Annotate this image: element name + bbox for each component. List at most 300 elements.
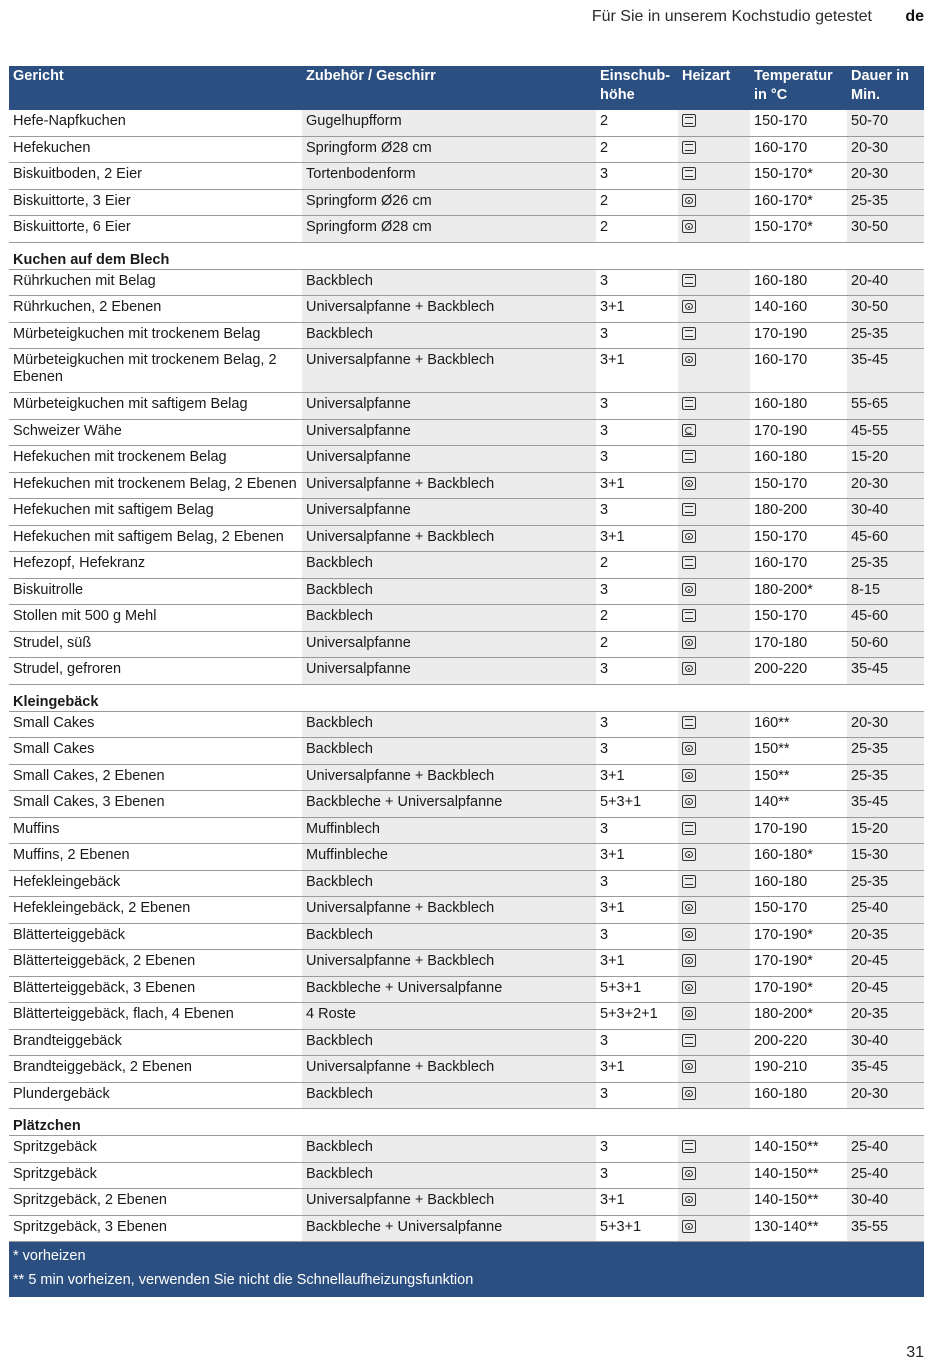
level-text: 3 (600, 1032, 609, 1049)
dish-text: Strudel, gefroren (13, 661, 122, 677)
level-cell (596, 976, 678, 1003)
hot-air-icon (682, 220, 696, 233)
top-bottom-heat-icon (682, 822, 696, 835)
accessory-cell (302, 1029, 596, 1056)
heating-mode-cell (678, 605, 750, 632)
page-number: 31 (906, 1344, 924, 1361)
duration-text: 50-60 (851, 634, 889, 651)
accessory-cell (302, 296, 596, 323)
table-row (9, 189, 924, 216)
dish-cell (9, 136, 302, 163)
level-cell (596, 393, 678, 420)
duration-text: 45-60 (851, 528, 889, 545)
accessory-text: Universalpfanne + Backblech (306, 767, 495, 784)
duration-cell (847, 791, 924, 818)
dish-cell (9, 1189, 302, 1216)
hot-air-icon (682, 353, 696, 366)
level-text: 2 (600, 219, 609, 235)
table-row (9, 163, 924, 190)
duration-cell (847, 296, 924, 323)
temperature-text: 140** (754, 794, 790, 810)
accessory-text: Springform Ø26 cm (306, 192, 432, 209)
dish-text: Rührkuchen, 2 Ebenen (13, 299, 162, 315)
duration-cell (847, 189, 924, 216)
heating-mode-cell (678, 393, 750, 420)
duration-cell (847, 136, 924, 163)
hot-air-icon (682, 1007, 696, 1020)
level-text: 3 (600, 741, 609, 757)
level-text: 3 (600, 873, 609, 890)
dish-text: Hefekuchen mit saftigem Belag, 2 Ebenen (13, 528, 284, 545)
top-bottom-heat-icon (682, 167, 696, 180)
section-title: Plätzchen (9, 1109, 924, 1136)
duration-text: 35-55 (851, 1218, 889, 1235)
accessory-cell (302, 163, 596, 190)
duration-text: 55-65 (851, 396, 889, 412)
baking-table (9, 66, 924, 1297)
dish-text: Biskuittorte, 3 Eier (13, 192, 131, 209)
top-bottom-heat-icon (682, 327, 696, 340)
dish-cell (9, 163, 302, 190)
dish-text: Small Cakes (13, 741, 95, 757)
temperature-text: 150-170 (754, 475, 808, 492)
temperature-cell (750, 976, 847, 1003)
level-cell (596, 605, 678, 632)
duration-cell (847, 419, 924, 446)
level-text: 2 (600, 608, 609, 624)
accessory-cell (302, 738, 596, 765)
hot-air-icon (682, 795, 696, 808)
temperature-cell (750, 897, 847, 924)
dish-cell (9, 525, 302, 552)
level-text: 3 (600, 820, 609, 837)
temperature-cell (750, 1003, 847, 1030)
hot-air-icon (682, 300, 696, 313)
temperature-text: 170-190 (754, 422, 808, 439)
level-cell (596, 136, 678, 163)
temperature-cell (750, 472, 847, 499)
duration-text: 20-30 (851, 714, 889, 731)
level-cell (596, 1162, 678, 1189)
duration-cell (847, 1162, 924, 1189)
level-cell (596, 163, 678, 190)
dish-cell (9, 976, 302, 1003)
accessory-cell (302, 1136, 596, 1163)
duration-text: 30-50 (851, 219, 889, 235)
duration-text: 15-30 (851, 847, 889, 863)
table-row (9, 393, 924, 420)
hot-air-icon (682, 1087, 696, 1100)
dish-cell (9, 216, 302, 243)
level-cell (596, 897, 678, 924)
dish-text: Hefekleingebäck (13, 873, 121, 890)
temperature-text: 160-180* (754, 847, 813, 863)
heating-mode-cell (678, 870, 750, 897)
accessory-text: Backblech (306, 741, 373, 757)
hot-air-icon (682, 769, 696, 782)
dish-cell (9, 950, 302, 977)
duration-text: 50-70 (851, 113, 889, 129)
duration-cell (847, 499, 924, 526)
level-cell (596, 658, 678, 685)
accessory-cell (302, 897, 596, 924)
dish-cell (9, 499, 302, 526)
level-text: 3 (600, 502, 609, 518)
dish-cell (9, 393, 302, 420)
page-header (0, 8, 950, 30)
col-header-accessory: Zubehör / Geschirr (302, 66, 596, 110)
level-cell (596, 950, 678, 977)
level-cell (596, 791, 678, 818)
temperature-text: 140-150** (754, 1165, 819, 1182)
duration-cell (847, 1082, 924, 1109)
temperature-text: 160-180 (754, 449, 808, 465)
hot-air-icon (682, 583, 696, 596)
heating-mode-cell (678, 1056, 750, 1083)
level-cell (596, 923, 678, 950)
temperature-text: 160-180 (754, 873, 808, 890)
table-row (9, 897, 924, 924)
duration-text: 8-15 (851, 581, 881, 598)
level-cell (596, 296, 678, 323)
hot-air-icon (682, 662, 696, 675)
duration-cell (847, 472, 924, 499)
dish-cell (9, 1082, 302, 1109)
duration-cell (847, 525, 924, 552)
temperature-text: 200-220 (754, 661, 808, 677)
accessory-text: Muffinblech (306, 820, 380, 837)
top-bottom-heat-icon (682, 274, 696, 287)
accessory-text: Gugelhupfform (306, 113, 402, 129)
duration-text: 20-35 (851, 1006, 889, 1022)
table-header-row (9, 66, 924, 110)
temperature-text: 160-170 (754, 352, 808, 368)
level-text: 3+1 (600, 953, 625, 969)
accessory-text: Backbleche + Universalpfanne (306, 979, 503, 996)
dish-cell (9, 631, 302, 658)
dish-cell (9, 1136, 302, 1163)
level-cell (596, 738, 678, 765)
level-cell (596, 446, 678, 473)
temperature-text: 160-180 (754, 396, 808, 412)
level-text: 3 (600, 272, 609, 289)
table-row (9, 631, 924, 658)
temperature-text: 150-170* (754, 219, 813, 235)
level-text: 2 (600, 192, 609, 209)
temperature-text: 160-180 (754, 1085, 808, 1102)
level-cell (596, 499, 678, 526)
accessory-cell (302, 269, 596, 296)
duration-cell (847, 578, 924, 605)
temperature-cell (750, 322, 847, 349)
table-row (9, 870, 924, 897)
dish-text: Small Cakes, 3 Ebenen (13, 794, 165, 810)
accessory-cell (302, 764, 596, 791)
table-row (9, 419, 924, 446)
dish-text: Biskuittorte, 6 Eier (13, 219, 131, 235)
dish-cell (9, 791, 302, 818)
accessory-cell (302, 658, 596, 685)
temperature-cell (750, 163, 847, 190)
heating-mode-cell (678, 189, 750, 216)
accessory-cell (302, 631, 596, 658)
accessory-text: Backblech (306, 873, 373, 890)
duration-cell (847, 269, 924, 296)
level-text: 5+3+1 (600, 979, 642, 996)
duration-text: 20-30 (851, 166, 889, 182)
heating-mode-cell (678, 1003, 750, 1030)
table-row (9, 578, 924, 605)
section-header-row (9, 1109, 924, 1136)
duration-cell (847, 552, 924, 579)
level-cell (596, 472, 678, 499)
dish-cell (9, 189, 302, 216)
level-text: 3 (600, 581, 609, 598)
dish-cell (9, 1162, 302, 1189)
dish-cell (9, 711, 302, 738)
top-bottom-heat-icon (682, 716, 696, 729)
duration-text: 25-40 (851, 1165, 889, 1182)
temperature-cell (750, 216, 847, 243)
level-cell (596, 817, 678, 844)
hot-air-icon (682, 636, 696, 649)
accessory-cell (302, 976, 596, 1003)
temperature-cell (750, 499, 847, 526)
table-row (9, 525, 924, 552)
temperature-text: 150-170 (754, 608, 808, 624)
accessory-text: Universalpfanne (306, 422, 411, 439)
top-bottom-heat-icon (682, 141, 696, 154)
dish-text: Small Cakes, 2 Ebenen (13, 767, 165, 784)
temperature-text: 130-140** (754, 1218, 819, 1235)
footnotes (9, 1242, 924, 1298)
temperature-text: 160** (754, 714, 790, 731)
accessory-cell (302, 189, 596, 216)
temperature-text: 170-190* (754, 926, 813, 943)
section-header-row (9, 684, 924, 711)
col-header-heating-mode: Heizart (678, 66, 750, 110)
hot-air-icon (682, 1060, 696, 1073)
level-cell (596, 216, 678, 243)
accessory-text: Backblech (306, 555, 373, 571)
accessory-text: Muffinbleche (306, 847, 388, 863)
dish-text: Hefekuchen mit saftigem Belag (13, 502, 214, 518)
heating-mode-cell (678, 817, 750, 844)
accessory-cell (302, 446, 596, 473)
duration-cell (847, 446, 924, 473)
duration-text: 25-35 (851, 873, 889, 890)
accessory-text: Backblech (306, 1165, 373, 1182)
top-bottom-heat-icon (682, 1140, 696, 1153)
temperature-cell (750, 1136, 847, 1163)
duration-text: 30-40 (851, 1192, 889, 1208)
duration-cell (847, 1056, 924, 1083)
dish-text: Small Cakes (13, 714, 95, 731)
accessory-text: Universalpfanne + Backblech (306, 953, 495, 969)
heating-mode-cell (678, 578, 750, 605)
heating-mode-cell (678, 1029, 750, 1056)
table-row (9, 216, 924, 243)
temperature-cell (750, 1189, 847, 1216)
duration-text: 25-35 (851, 192, 889, 209)
level-cell (596, 1056, 678, 1083)
hot-air-icon (682, 194, 696, 207)
dish-text: Schweizer Wähe (13, 422, 122, 439)
accessory-text: Backblech (306, 272, 373, 289)
level-text: 3+1 (600, 1059, 625, 1075)
heating-mode-cell (678, 472, 750, 499)
table-row (9, 472, 924, 499)
duration-text: 35-45 (851, 1059, 889, 1075)
hot-air-icon (682, 1220, 696, 1233)
table-row (9, 976, 924, 1003)
duration-text: 35-45 (851, 794, 889, 810)
level-cell (596, 870, 678, 897)
dish-text: Blätterteiggebäck, flach, 4 Ebenen (13, 1006, 234, 1022)
table-row (9, 1215, 924, 1242)
table-row (9, 1003, 924, 1030)
heating-mode-cell (678, 658, 750, 685)
dish-text: Hefe-Napfkuchen (13, 113, 126, 129)
table-row (9, 349, 924, 393)
duration-text: 20-30 (851, 475, 889, 492)
level-text: 3 (600, 166, 609, 182)
temperature-cell (750, 110, 847, 136)
duration-cell (847, 976, 924, 1003)
top-bottom-heat-icon (682, 450, 696, 463)
dish-text: Blätterteiggebäck, 3 Ebenen (13, 979, 196, 996)
level-text: 2 (600, 113, 609, 129)
top-bottom-heat-icon (682, 1034, 696, 1047)
heating-mode-cell (678, 296, 750, 323)
heating-mode-cell (678, 349, 750, 393)
temperature-cell (750, 525, 847, 552)
page-header-title: Für Sie in unserem Kochstudio getestet (591, 8, 872, 25)
level-text: 3+1 (600, 528, 625, 545)
dish-cell (9, 1029, 302, 1056)
level-text: 3+1 (600, 1192, 625, 1208)
duration-cell (847, 163, 924, 190)
level-cell (596, 578, 678, 605)
level-text: 3 (600, 422, 609, 439)
dish-text: Brandteiggebäck (13, 1032, 122, 1049)
heating-mode-cell (678, 1189, 750, 1216)
duration-cell (847, 631, 924, 658)
heating-mode-cell (678, 499, 750, 526)
temperature-cell (750, 1082, 847, 1109)
level-cell (596, 419, 678, 446)
level-text: 3 (600, 926, 609, 943)
accessory-cell (302, 1215, 596, 1242)
level-cell (596, 349, 678, 393)
accessory-cell (302, 711, 596, 738)
temperature-text: 150-170 (754, 900, 808, 916)
heating-mode-cell (678, 844, 750, 871)
dish-text: Spritzgebäck, 3 Ebenen (13, 1218, 167, 1235)
accessory-text: Backbleche + Universalpfanne (306, 1218, 503, 1235)
accessory-cell (302, 110, 596, 136)
duration-text: 25-35 (851, 555, 889, 571)
accessory-cell (302, 923, 596, 950)
level-text: 3 (600, 1085, 609, 1102)
duration-cell (847, 1003, 924, 1030)
table-row (9, 296, 924, 323)
dish-text: Plundergebäck (13, 1085, 110, 1102)
table-row (9, 1162, 924, 1189)
temperature-cell (750, 189, 847, 216)
accessory-text: Backblech (306, 608, 373, 624)
dish-cell (9, 419, 302, 446)
level-text: 3+1 (600, 299, 625, 315)
dish-text: Blätterteiggebäck, 2 Ebenen (13, 953, 196, 969)
duration-text: 25-40 (851, 900, 889, 916)
dish-text: Mürbeteigkuchen mit trockenem Belag, 2 Ebenen (13, 352, 277, 385)
level-cell (596, 269, 678, 296)
level-cell (596, 844, 678, 871)
temperature-cell (750, 552, 847, 579)
level-cell (596, 110, 678, 136)
level-text: 2 (600, 139, 609, 156)
heating-mode-cell (678, 110, 750, 136)
pizza-setting-icon (682, 424, 696, 437)
temperature-cell (750, 1029, 847, 1056)
heating-mode-cell (678, 764, 750, 791)
level-cell (596, 525, 678, 552)
temperature-cell (750, 578, 847, 605)
accessory-cell (302, 322, 596, 349)
level-cell (596, 1029, 678, 1056)
heating-mode-cell (678, 1082, 750, 1109)
top-bottom-heat-icon (682, 114, 696, 127)
accessory-text: 4 Roste (306, 1006, 356, 1022)
duration-cell (847, 1029, 924, 1056)
accessory-cell (302, 1189, 596, 1216)
dish-text: Stollen mit 500 g Mehl (13, 608, 157, 624)
accessory-text: Backblech (306, 325, 373, 342)
level-cell (596, 631, 678, 658)
level-text: 3+1 (600, 847, 625, 863)
level-text: 5+3+1 (600, 1218, 642, 1235)
dish-text: Rührkuchen mit Belag (13, 272, 156, 289)
top-bottom-heat-icon (682, 556, 696, 569)
dish-cell (9, 1003, 302, 1030)
footnote-preheat-5min: ** 5 min vorheizen, verwenden Sie nicht die Schnellaufheizungsfunktion (13, 1272, 474, 1288)
accessory-cell (302, 216, 596, 243)
accessory-cell (302, 1003, 596, 1030)
temperature-cell (750, 1215, 847, 1242)
heating-mode-cell (678, 163, 750, 190)
accessory-text: Universalpfanne + Backblech (306, 1059, 495, 1075)
temperature-text: 140-160 (754, 299, 808, 315)
accessory-text: Universalpfanne (306, 634, 411, 651)
table-row (9, 1189, 924, 1216)
heating-mode-cell (678, 738, 750, 765)
temperature-cell (750, 791, 847, 818)
dish-cell (9, 1056, 302, 1083)
heating-mode-cell (678, 136, 750, 163)
dish-text: Spritzgebäck, 2 Ebenen (13, 1192, 167, 1208)
dish-text: Hefekleingebäck, 2 Ebenen (13, 900, 191, 916)
temperature-cell (750, 136, 847, 163)
dish-cell (9, 578, 302, 605)
dish-cell (9, 658, 302, 685)
dish-cell (9, 472, 302, 499)
temperature-text: 190-210 (754, 1059, 808, 1075)
duration-text: 30-50 (851, 299, 889, 315)
duration-cell (847, 764, 924, 791)
accessory-cell (302, 817, 596, 844)
dish-text: Biskuitrolle (13, 581, 84, 598)
